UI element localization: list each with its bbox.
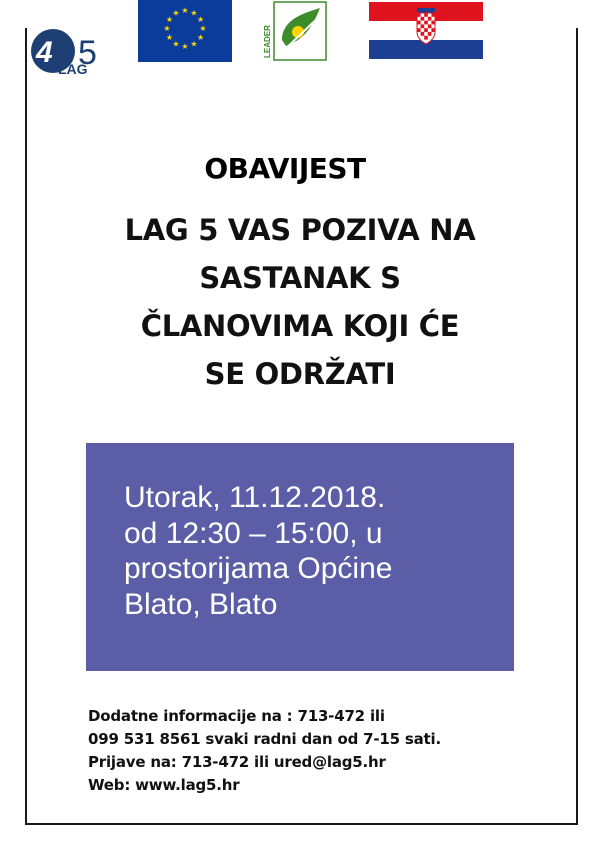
svg-text:★: ★ xyxy=(197,15,205,24)
svg-text:★: ★ xyxy=(172,39,180,49)
event-time-line: od 12:30 – 15:00, u xyxy=(124,516,383,550)
event-details-text xyxy=(124,480,392,622)
leader-logo-text: LEADER xyxy=(263,25,272,58)
leader-logo xyxy=(262,0,330,62)
invitation-line: SE ODRŽATI xyxy=(204,357,396,391)
croatia-coat-of-arms-icon xyxy=(417,8,435,44)
invitation-line: SASTANAK S xyxy=(199,261,401,295)
contact-line: 099 531 8561 svaki radni dan od 7-15 sati. xyxy=(88,730,441,748)
invitation-line: LAG 5 VAS POZIVA NA xyxy=(124,213,476,247)
contact-info xyxy=(88,705,441,797)
eu-flag-icon xyxy=(138,0,232,62)
svg-text:★: ★ xyxy=(163,24,171,33)
svg-text:★: ★ xyxy=(181,42,189,51)
invitation-text xyxy=(0,206,600,398)
svg-text:★: ★ xyxy=(199,24,207,33)
notice-title: OBAVIJEST xyxy=(204,152,366,185)
croatia-flag-icon xyxy=(369,2,483,59)
svg-text:★: ★ xyxy=(197,33,205,42)
event-place-line: prostorijama Općine xyxy=(124,552,393,585)
event-date-line: Utorak, 11.12.2018. xyxy=(124,481,386,514)
lag-logo-text: LAG xyxy=(58,61,88,77)
contact-line: Web: www.lag5.hr xyxy=(88,776,240,794)
svg-text:4: 4 xyxy=(36,36,53,69)
svg-text:★: ★ xyxy=(190,39,198,49)
invitation-line: ČLANOVIMA KOJI ĆE xyxy=(140,309,460,343)
lag5-logo xyxy=(28,26,118,84)
svg-text:★: ★ xyxy=(172,8,180,18)
event-details-box xyxy=(86,443,514,671)
svg-text:★: ★ xyxy=(181,6,189,15)
contact-line: Dodatne informacije na : 713-472 ili xyxy=(88,707,385,725)
lag-logo-number: 5 xyxy=(78,34,97,72)
svg-text:★: ★ xyxy=(190,8,198,18)
svg-text:★: ★ xyxy=(165,33,173,42)
contact-line: Prijave na: 713-472 ili ured@lag5.hr xyxy=(88,753,386,771)
svg-text:★: ★ xyxy=(165,15,173,24)
event-location-line: Blato, Blato xyxy=(124,587,278,621)
